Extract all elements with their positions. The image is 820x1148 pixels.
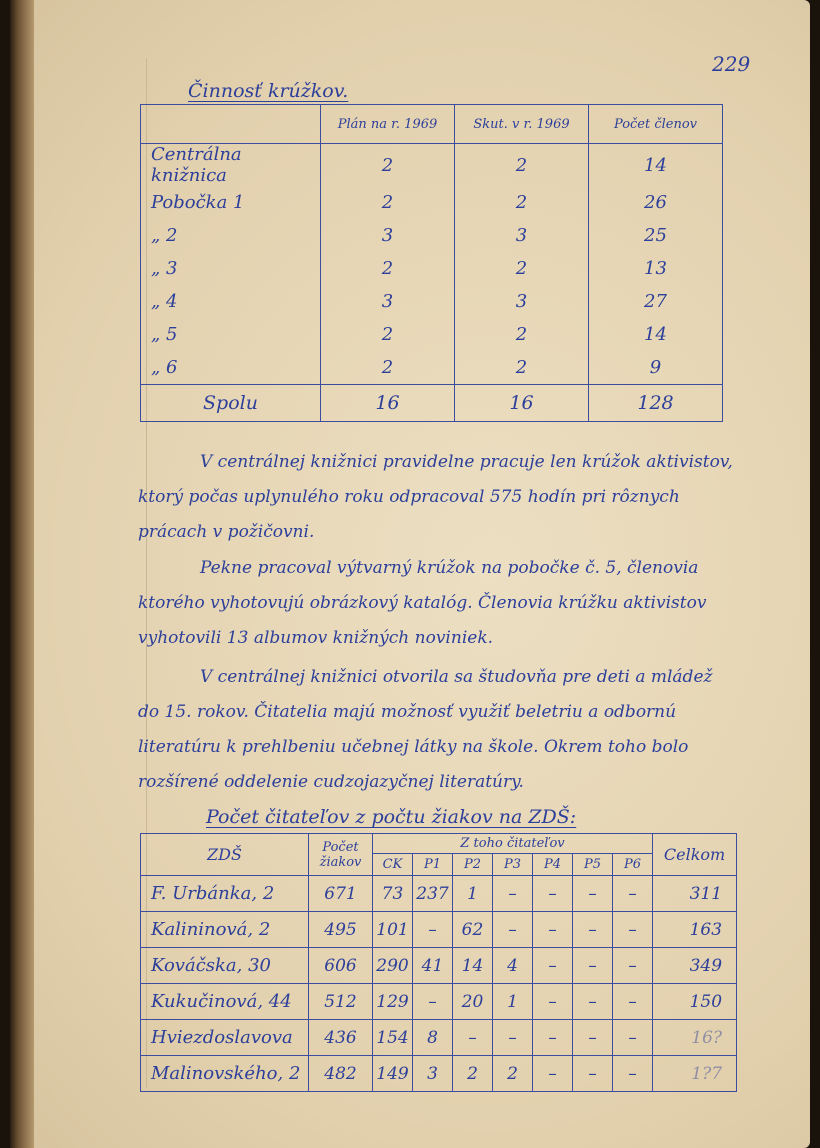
row-value: –	[573, 1056, 613, 1092]
row-value: 2	[453, 1056, 493, 1092]
row-value: –	[453, 1020, 493, 1056]
row-value: 3	[413, 1056, 453, 1092]
row-actual: 2	[455, 318, 589, 351]
row-value: –	[493, 912, 533, 948]
row-pupils: 482	[309, 1056, 373, 1092]
row-school: Kukučinová, 44	[141, 984, 309, 1020]
row-value: 8	[413, 1020, 453, 1056]
paragraph-1: V centrálnej knižnici pravidelne pracuje len krúžok aktivistov, ktorý počas uplynulého roku odpracoval 575 hodín pri rôznych prácach v požičovni.	[138, 452, 733, 542]
row-name: „ 2	[141, 219, 321, 252]
row-value: –	[493, 1020, 533, 1056]
row-value: 20	[453, 984, 493, 1020]
row-members: 26	[589, 186, 723, 219]
row-value: –	[613, 948, 653, 984]
row-pupils: 671	[309, 876, 373, 912]
table-row-total	[141, 385, 723, 422]
row-value: –	[413, 912, 453, 948]
table-row	[141, 219, 723, 252]
table-row	[141, 1020, 737, 1056]
row-value: –	[613, 912, 653, 948]
row-members: 25	[589, 219, 723, 252]
row-pupils: 512	[309, 984, 373, 1020]
table-row	[141, 318, 723, 351]
table-row	[141, 252, 723, 285]
row-school: F. Urbánka, 2	[141, 876, 309, 912]
readers-table	[140, 833, 737, 1092]
table-row	[141, 186, 723, 219]
subheader-p5: P5	[573, 854, 613, 876]
row-members: 9	[589, 351, 723, 385]
row-school: Kalininová, 2	[141, 912, 309, 948]
row-pupils: 436	[309, 1020, 373, 1056]
row-value: 4	[493, 948, 533, 984]
header-pupils: Počet žiakov	[309, 834, 373, 876]
table-row	[141, 285, 723, 318]
row-name: „ 6	[141, 351, 321, 385]
row-name: „ 3	[141, 252, 321, 285]
row-actual: 3	[455, 285, 589, 318]
subheader-ck: CK	[373, 854, 413, 876]
row-pupils: 606	[309, 948, 373, 984]
total-label: Spolu	[141, 385, 321, 422]
activities-table	[140, 104, 723, 422]
paragraph-3: V centrálnej knižnici otvorila sa študovňa pre deti a mládež do 15. rokov. Čitatelia majú možnosť využiť beletriu a odbornú literatúru k prehlbeniu učebnej látky na škole. Okrem toho bolo rozšírené oddelenie cudzojazyčnej literatúry.	[138, 667, 713, 792]
header-school: ZDŠ	[141, 834, 309, 876]
row-plan: 2	[321, 186, 455, 219]
row-pupils: 495	[309, 912, 373, 948]
row-actual: 2	[455, 252, 589, 285]
header-total: Celkom	[653, 834, 737, 876]
row-plan: 2	[321, 351, 455, 385]
row-value: –	[573, 876, 613, 912]
table-row	[141, 1056, 737, 1092]
row-actual: 2	[455, 351, 589, 385]
row-school: Kováčska, 30	[141, 948, 309, 984]
row-value: –	[533, 912, 573, 948]
row-value: 101	[373, 912, 413, 948]
page-number: 229	[712, 52, 751, 76]
row-value: 154	[373, 1020, 413, 1056]
row-value: –	[533, 876, 573, 912]
row-value: –	[533, 984, 573, 1020]
row-value: –	[493, 876, 533, 912]
total-actual: 16	[455, 385, 589, 422]
col-header-actual: Skut. v r. 1969	[455, 105, 589, 144]
row-value: –	[573, 912, 613, 948]
row-name: „ 5	[141, 318, 321, 351]
row-value: 2	[493, 1056, 533, 1092]
row-plan: 2	[321, 318, 455, 351]
subheader-p6: P6	[613, 854, 653, 876]
row-value: –	[613, 876, 653, 912]
row-actual: 3	[455, 219, 589, 252]
row-value: –	[573, 1020, 613, 1056]
row-total: 1?7	[653, 1056, 737, 1092]
row-plan: 2	[321, 252, 455, 285]
table-row	[141, 948, 737, 984]
header-of-which: Z toho čitateľov	[373, 834, 653, 854]
row-value: –	[573, 984, 613, 1020]
table-row	[141, 144, 723, 187]
table-row	[141, 351, 723, 385]
row-total: 163	[653, 912, 737, 948]
row-value: –	[613, 1056, 653, 1092]
row-value: –	[533, 948, 573, 984]
row-value: –	[573, 948, 613, 984]
table-row	[141, 912, 737, 948]
row-members: 27	[589, 285, 723, 318]
subheader-p2: P2	[453, 854, 493, 876]
row-members: 14	[589, 318, 723, 351]
row-value: –	[413, 984, 453, 1020]
section1-title: Činnosť krúžkov.	[188, 80, 349, 102]
subheader-p1: P1	[413, 854, 453, 876]
row-plan: 3	[321, 285, 455, 318]
row-total: 311	[653, 876, 737, 912]
table-row	[141, 984, 737, 1020]
col-header-members: Počet členov	[589, 105, 723, 144]
row-plan: 3	[321, 219, 455, 252]
col-header-plan: Plán na r. 1969	[321, 105, 455, 144]
row-name: „ 4	[141, 285, 321, 318]
row-value: 149	[373, 1056, 413, 1092]
row-value: 129	[373, 984, 413, 1020]
row-school: Hviezdoslavova	[141, 1020, 309, 1056]
row-value: –	[533, 1020, 573, 1056]
row-actual: 2	[455, 186, 589, 219]
row-total: 16?	[653, 1020, 737, 1056]
row-value: –	[533, 1056, 573, 1092]
row-total: 150	[653, 984, 737, 1020]
row-total: 349	[653, 948, 737, 984]
row-value: 41	[413, 948, 453, 984]
row-value: –	[613, 1020, 653, 1056]
table-row	[141, 876, 737, 912]
row-school: Malinovského, 2	[141, 1056, 309, 1092]
row-value: 1	[493, 984, 533, 1020]
total-members: 128	[589, 385, 723, 422]
row-members: 14	[589, 144, 723, 187]
total-plan: 16	[321, 385, 455, 422]
row-value: 14	[453, 948, 493, 984]
subheader-p4: P4	[533, 854, 573, 876]
row-value: –	[613, 984, 653, 1020]
row-value: 1	[453, 876, 493, 912]
paragraph-2: Pekne pracoval výtvarný krúžok na pobočke č. 5, členovia ktorého vyhotovujú obrázkový katalóg. Členovia krúžku aktivistov vyhotovili 13 albumov knižných noviniek.	[138, 558, 707, 648]
row-value: 237	[413, 876, 453, 912]
subheader-p3: P3	[493, 854, 533, 876]
row-value: 290	[373, 948, 413, 984]
row-name: Centrálna knižnica	[141, 144, 321, 187]
notebook-spine	[10, 0, 34, 1148]
row-actual: 2	[455, 144, 589, 187]
row-name: Pobočka 1	[141, 186, 321, 219]
row-plan: 2	[321, 144, 455, 187]
row-value: 73	[373, 876, 413, 912]
section2-title: Počet čitateľov z počtu žiakov na ZDŠ:	[206, 806, 577, 828]
row-value: 62	[453, 912, 493, 948]
col-header-name	[141, 105, 321, 144]
row-members: 13	[589, 252, 723, 285]
